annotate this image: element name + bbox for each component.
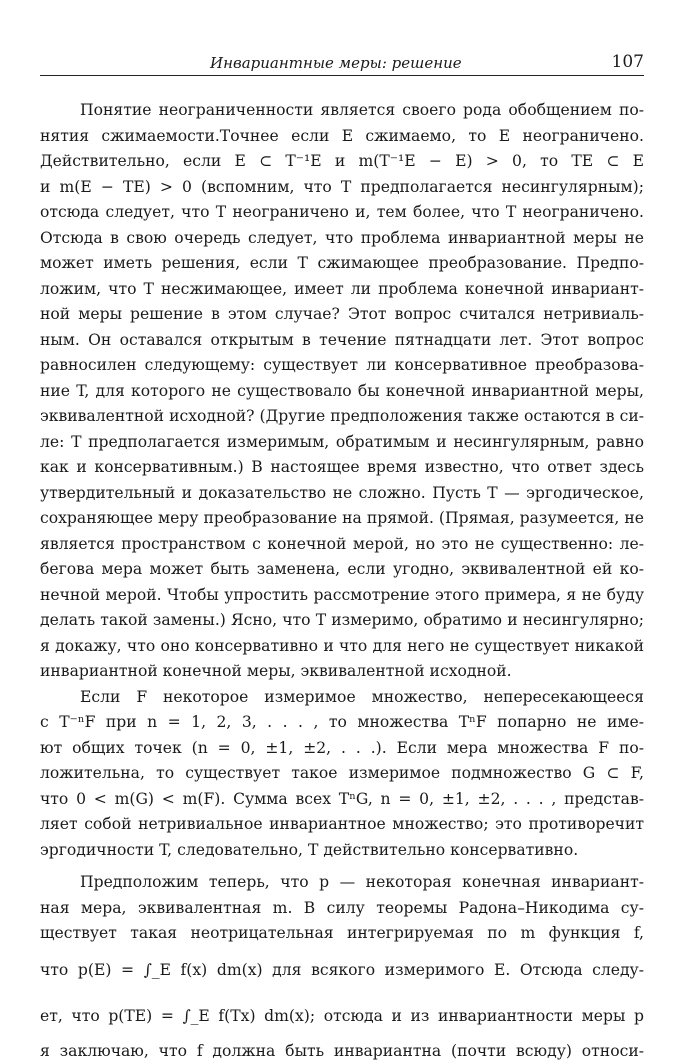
text-line: может иметь решения, если T сжимающее преобразование. Предпо- (40, 251, 644, 277)
paragraph-gap (40, 863, 644, 870)
text-line: ным. Он оставался открытым в течение пятнадцати лет. Этот вопрос (40, 328, 644, 354)
text-line: сохраняющее меру преобразование на прямой. (Прямая, разумеется, не (40, 506, 644, 532)
text-line: ние T, для которого не существовало бы конечной инвариантной меры, (40, 379, 644, 405)
text-line: ной меры решение в этом случае? Этот вопрос считался нетривиаль- (40, 302, 644, 328)
page-body (40, 98, 644, 1064)
text-line: ет, что p(TE) = ∫_E f(Tx) dm(x); отсюда и из инвариантности меры p (40, 993, 644, 1039)
text-line: Предположим теперь, что p — некоторая конечная инвариант- (40, 870, 644, 896)
text-line: что p(E) = ∫_E f(x) dm(x) для всякого измеримого E. Отсюда следу- (40, 947, 644, 993)
text-line: нечной мерой. Чтобы упростить рассмотрение этого примера, я не буду (40, 583, 644, 609)
text-line: ют общих точек (n = 0, ±1, ±2, . . .). Если мера множества F по- (40, 736, 644, 762)
text-line: ляет собой нетривиальное инвариантное множество; это противоречит (40, 812, 644, 838)
text-line: инвариантной конечной меры, эквивалентной исходной. (40, 659, 644, 685)
text-line: нятия сжимаемости.Точнее если E сжимаемо, то E неограничено. (40, 124, 644, 150)
text-line: ложительна, то существует такое измеримое подмножество G ⊂ F, (40, 761, 644, 787)
text-line: с T⁻ⁿF при n = 1, 2, 3, . . . , то множества TⁿF попарно не име- (40, 710, 644, 736)
text-line: бегова мера может быть заменена, если угодно, эквивалентной ей ко- (40, 557, 644, 583)
text-line: является пространством с конечной мерой, но это не существенно: ле- (40, 532, 644, 558)
text-line: эквивалентной исходной? (Другие предположения также остаются в си- (40, 404, 644, 430)
text-line: ложим, что T несжимающее, имеет ли проблема конечной инвариант- (40, 277, 644, 303)
text-line: я заключаю, что f должна быть инвариантна (почти всюду) относи- (40, 1039, 644, 1064)
page-number: 107 (612, 52, 644, 72)
text-line: и m(E − TE) > 0 (вспомним, что T предполагается несингулярным); (40, 175, 644, 201)
running-header (40, 46, 644, 76)
text-line: Понятие неограниченности является своего рода обобщением по- (40, 98, 644, 124)
text-line: Отсюда в свою очередь следует, что проблема инвариантной меры не (40, 226, 644, 252)
text-line: утвердительный и доказательство не сложно. Пусть T — эргодическое, (40, 481, 644, 507)
text-line: делать такой замены.) Ясно, что T измеримо, обратимо и несингулярно; (40, 608, 644, 634)
text-line: отсюда следует, что T неограничено и, тем более, что T неограничено. (40, 200, 644, 226)
text-line: я докажу, что оно консервативно и что для него не существует никакой (40, 634, 644, 660)
text-line: ная мера, эквивалентная m. В силу теоремы Радона–Никодима су- (40, 896, 644, 922)
text-line: ществует такая неотрицательная интегрируемая по m функция f, (40, 921, 644, 947)
text-line: как и консервативным.) В настоящее время известно, что ответ здесь (40, 455, 644, 481)
text-line: эргодичности T, следовательно, T действительно консервативно. (40, 838, 644, 864)
text-line: Если F некоторое измеримое множество, непересекающееся (40, 685, 644, 711)
text-line: равносилен следующему: существует ли консервативное преобразова- (40, 353, 644, 379)
text-line: что 0 < m(G) < m(F). Сумма всех TⁿG, n = 0, ±1, ±2, . . . , представ- (40, 787, 644, 813)
running-title: Инвариантные меры: решение (210, 54, 462, 72)
text-line: Действительно, если E ⊂ T⁻¹E и m(T⁻¹E − E) > 0, то TE ⊂ E (40, 149, 644, 175)
text-line: ле: T предполагается измеримым, обратимым и несингулярным, равно (40, 430, 644, 456)
